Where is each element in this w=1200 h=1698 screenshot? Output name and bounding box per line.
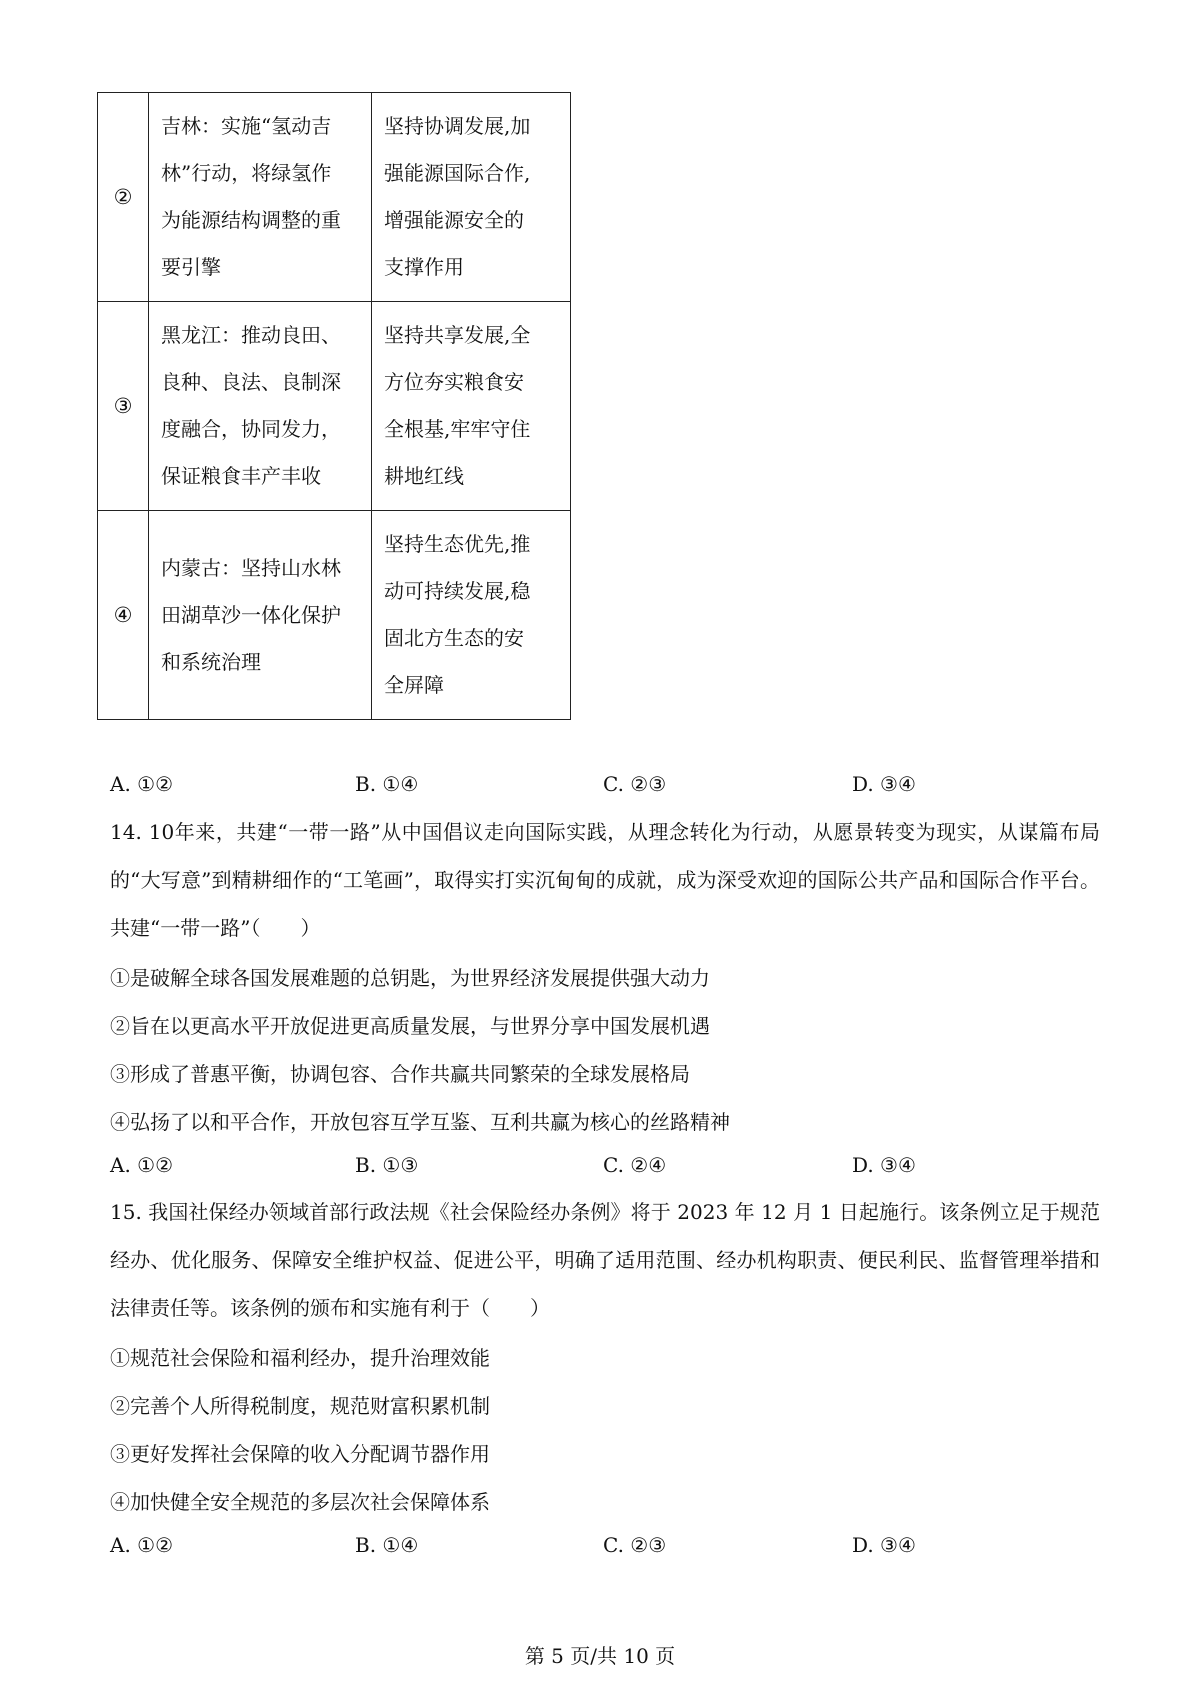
option-d[interactable]: D. ③④ xyxy=(852,772,916,796)
q14-statement-2: ②旨在以更高水平开放促进更高质量发展，与世界分享中国发展机遇 xyxy=(110,1014,710,1038)
province-measure xyxy=(149,93,372,302)
meaning-cell xyxy=(372,302,571,511)
province-measure-text: 内蒙古：坚持山水林 田湖草沙一体化保护 和系统治理 xyxy=(161,555,341,674)
table-row xyxy=(98,93,571,302)
q15-statement-2: ②完善个人所得税制度，规范财富积累机制 xyxy=(110,1394,490,1418)
option-c[interactable]: C. ②③ xyxy=(603,1533,667,1557)
option-d[interactable]: D. ③④ xyxy=(852,1153,916,1177)
q15-statement-3: ③更好发挥社会保障的收入分配调节器作用 xyxy=(110,1442,490,1466)
page-number-footer: 第 5 页/共 10 页 xyxy=(524,1644,676,1668)
meaning-cell xyxy=(372,511,571,720)
option-b[interactable]: B. ①④ xyxy=(355,1533,419,1557)
row-number: ② xyxy=(98,93,149,302)
option-b[interactable]: B. ①④ xyxy=(355,772,419,796)
meaning-text: 坚持协调发展,加 强能源国际合作, 增强能源安全的 支撑作用 xyxy=(384,114,531,279)
row-number: ④ xyxy=(98,511,149,720)
option-c[interactable]: C. ②③ xyxy=(603,772,667,796)
q15-statement-1: ①规范社会保险和福利经办，提升治理效能 xyxy=(110,1346,490,1370)
province-measure-text: 黑龙江：推动良田、 良种、良法、良制深 度融合，协同发力， 保证粮食丰产丰收 xyxy=(161,323,341,488)
option-b[interactable]: B. ①③ xyxy=(355,1153,419,1177)
meaning-text: 坚持生态优先,推 动可持续发展,稳 固北方生态的安 全屏障 xyxy=(384,532,531,697)
table-row xyxy=(98,302,571,511)
province-measure xyxy=(149,511,372,720)
option-c[interactable]: C. ②④ xyxy=(603,1153,667,1177)
q15-stem: 15. 我国社保经办领域首部行政法规《社会保险经办条例》将于 2023 年 12 月 1 日起施行。该条例立足于规范经办、优化服务、保障安全维护权益、促进公平，明确了适用范围、经办机构职责、便民利民、监督管理举措和法律责任等。该条例的颁布和实施有利于（ ） xyxy=(110,1200,1100,1320)
row-number: ③ xyxy=(98,302,149,511)
q15-statement-4: ④加快健全安全规范的多层次社会保障体系 xyxy=(110,1490,490,1514)
meaning-text: 坚持共享发展,全 方位夯实粮食安 全根基,牢牢守住 耕地红线 xyxy=(384,323,531,488)
q14-stem: 14. 10年来，共建“一带一路”从中国倡议走向国际实践，从理念转化为行动，从愿景转变为现实，从谋篇布局的“大写意”到精耕细作的“工笔画”，取得实打实沉甸甸的成就，成为深受欢迎的国际公共产品和国际合作平台。共建“一带一路”（ ） xyxy=(110,820,1100,940)
table-row xyxy=(98,511,571,720)
province-measure xyxy=(149,302,372,511)
q14-statement-1: ①是破解全球各国发展难题的总钥匙，为世界经济发展提供强大动力 xyxy=(110,966,710,990)
province-measure-text: 吉林：实施“氢动吉 林”行动，将绿氢作 为能源结构调整的重 要引擎 xyxy=(161,114,341,279)
option-a[interactable]: A. ①② xyxy=(110,1153,174,1177)
meaning-cell xyxy=(372,93,571,302)
option-a[interactable]: A. ①② xyxy=(110,1533,174,1557)
q14-statement-4: ④弘扬了以和平合作，开放包容互学互鉴、互利共赢为核心的丝路精神 xyxy=(110,1110,730,1134)
option-d[interactable]: D. ③④ xyxy=(852,1533,916,1557)
comparison-table xyxy=(97,92,571,720)
q14-statement-3: ③形成了普惠平衡，协调包容、合作共赢共同繁荣的全球发展格局 xyxy=(110,1062,690,1086)
option-a[interactable]: A. ①② xyxy=(110,772,174,796)
